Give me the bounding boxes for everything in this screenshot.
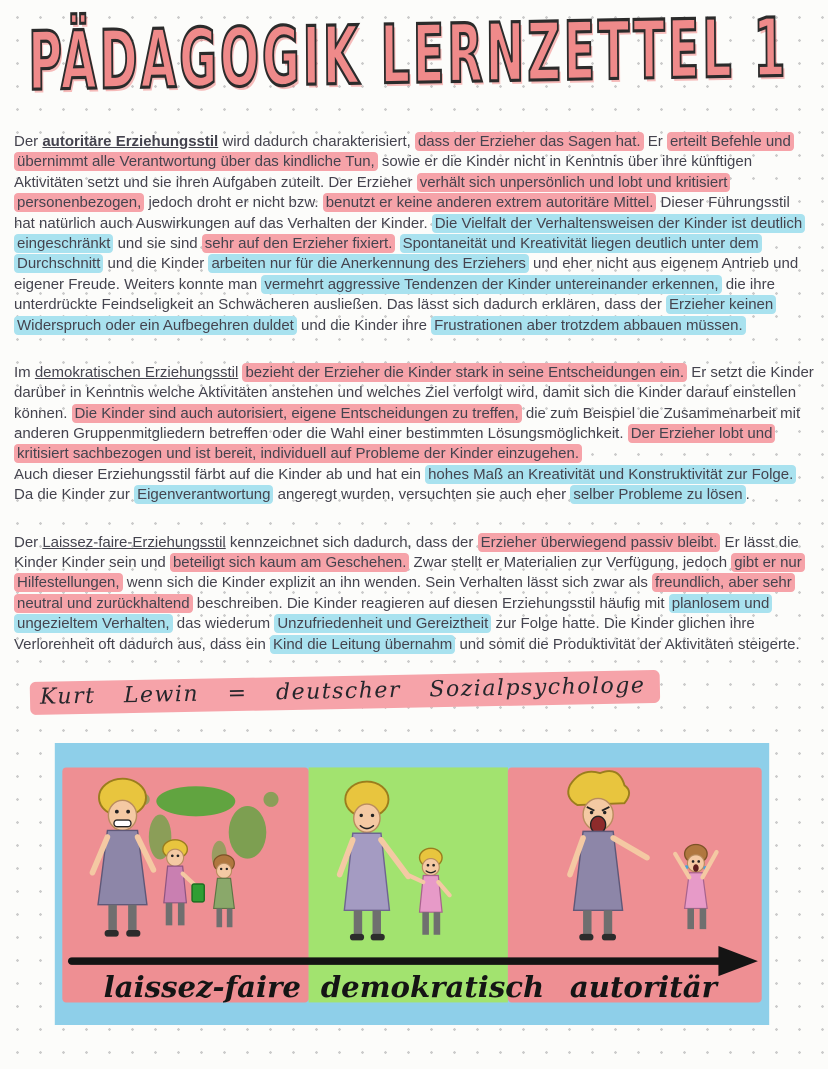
notes-text xyxy=(14,132,814,655)
highlight-pink: verhält sich unpersönlich und lobt und kritisiert personenbezogen, xyxy=(14,173,730,212)
text-segment: Da die Kinder zur xyxy=(14,486,135,504)
title-area xyxy=(0,0,828,116)
paragraph xyxy=(14,363,814,506)
text-segment: Im xyxy=(14,363,35,381)
text-segment: Auch dieser Erziehungsstil färbt auf die Kinder ab und hat ein xyxy=(14,465,426,483)
text-segment: Er xyxy=(643,133,667,150)
text-segment: . xyxy=(745,486,750,504)
text-segment: das wiederum xyxy=(172,615,275,633)
text-segment: und die Kinder ihre xyxy=(296,316,432,334)
text-segment: die ihre unterdrückte Feindseligkeit an Schwächeren ausließen. Das lässt sich dadurch erklären, dass der xyxy=(14,275,775,314)
text-segment: und somit die Produktivität der Aktivitäten steigerte. xyxy=(455,635,800,653)
highlight-pink: erteilt Befehle und übernimmt alle Verantwortung über das kindliche Tun, xyxy=(14,132,794,171)
text-segment: kennzeichnet sich dadurch, dass der xyxy=(225,533,478,551)
illustration-svg xyxy=(34,743,790,1025)
highlight-pink: Die Kinder sind auch autorisiert, eigene Entscheidungen zu treffen, xyxy=(72,404,522,423)
highlight-pink: bezieht der Erzieher die Kinder stark in seine Entscheidungen ein. xyxy=(242,363,687,382)
highlight-blue: vermehrt aggressive Tendenzen der Kinder untereinander erkennen, xyxy=(261,275,721,294)
handwritten-note: Kurt Lewin = deutscher Sozialpsychologe xyxy=(30,670,660,715)
highlight-blue: Die Vielfalt der Verhaltensweisen der Kinder ist deutlich eingeschränkt xyxy=(14,214,805,253)
highlight-pink: Der Erzieher lobt und kritisiert sachbezogen und ist bereit, individuell auf Probleme der Kinder einzugehen. xyxy=(14,424,775,463)
text-segment: und eher nicht aus eigenem Antrieb und eigener Freude. Weiters konnte man xyxy=(14,255,799,293)
highlight-blue: Erzieher keinen Widerspruch oder ein Aufbegehren duldet xyxy=(14,295,776,334)
highlight-blue: selber Probleme zu lösen xyxy=(570,485,745,504)
text-segment: und sie sind xyxy=(113,234,202,252)
text-segment xyxy=(395,235,399,252)
highlight-pink: freundlich, aber sehr neutral und zurückhaltend xyxy=(14,573,795,612)
highlight-pink: benutzt er keine anderen extrem autoritäre Mittel. xyxy=(323,193,657,212)
highlight-blue: planlosem und ungezieltem Verhalten, xyxy=(14,594,772,633)
highlight-blue: Eigenverantwortung xyxy=(134,485,273,504)
handwritten-note-area xyxy=(30,673,828,715)
highlight-blue: Spontaneität und Kreativität liegen deutlich unter dem Durchschnitt xyxy=(14,234,762,273)
highlight-blue: hohes Maß an Kreativität und Konstruktivität zur Folge. xyxy=(425,465,796,484)
text-segment: Der xyxy=(14,533,43,551)
text-segment: wird dadurch charakterisiert, xyxy=(218,133,415,150)
highlight-blue: arbeiten nur für die Anerkennung des Erziehers xyxy=(208,254,528,273)
text-segment: und die Kinder xyxy=(103,255,209,273)
panel-demokratisch xyxy=(309,767,508,1002)
paragraph xyxy=(14,132,814,336)
highlight-blue: Frustrationen aber trotzdem abbauen müssen. xyxy=(431,316,746,335)
text-segment: zur Folge hatte. Die Kinder glichen ihre Verlorenheit oft dadurch aus, dass ein xyxy=(14,615,755,653)
text-segment: jedoch droht er nicht bzw. xyxy=(144,194,323,212)
highlight-pink: Erzieher überwiegend passiv bleibt. xyxy=(478,533,721,552)
text-segment: wenn sich die Kinder explizit an ihn wenden. Sein Verhalten lässt sich zwar als xyxy=(122,574,653,592)
highlight-blue: Unzufriedenheit und Gereiztheit xyxy=(274,614,491,633)
highlight-blue: Kind die Leitung übernahm xyxy=(270,635,455,654)
text-segment: Der xyxy=(14,133,43,150)
highlight-bold-underline: autoritäre Erziehungsstil xyxy=(42,133,219,150)
parenting-styles-illustration xyxy=(34,743,828,1030)
highlight-underline: Laissez-faire-Erziehungsstil xyxy=(42,533,226,551)
label-demokratisch: demokratisch xyxy=(320,969,545,1004)
text-segment: Dieser Führungsstil hat natürlich auch Auswirkungen auf das Verhalten der Kinder. xyxy=(14,194,790,232)
highlight-pink: dass der Erzieher das Sagen hat. xyxy=(415,132,644,151)
highlight-pink: sehr auf den Erzieher fixiert. xyxy=(202,234,396,253)
label-laissez-faire: laissez-faire xyxy=(103,969,301,1004)
highlight-pink: beteiligt sich kaum am Geschehen. xyxy=(170,553,409,572)
text-segment: Zwar stellt er Materialien zur Verfügung, jedoch xyxy=(409,554,732,572)
text-segment: beschreiben. Die Kinder reagieren auf diesen Erziehungsstil häufig mit xyxy=(192,594,669,612)
text-segment: Er lässt die Kinder Kinder sein und xyxy=(14,533,799,572)
text-segment: angeregt wurden, versuchten sie auch eher xyxy=(273,486,571,504)
paragraph xyxy=(14,533,814,655)
text-segment: die zum Beispiel die Zusammenarbeit mit anderen Gruppenmitgliedern betreffen oder die Wahl einer bestimmten Lösungsmöglichkeit. xyxy=(14,404,801,443)
highlight-pink: gibt er nur Hilfestellungen, xyxy=(14,553,805,592)
page-title: PÄDAGOGIK LERNZETTEL 1 xyxy=(28,0,789,109)
highlight-underline: demokratischen Erziehungsstil xyxy=(34,363,239,381)
text-segment: sowie er die Kinder nicht in Kenntnis über ihre künftigen Aktivitäten setzt und sie ihren Aufgaben zuteilt. Der Erzieher xyxy=(14,153,753,191)
label-autoritaer: autoritär xyxy=(569,969,717,1004)
text-segment: Er setzt die Kinder darüber in Kenntnis welche Aktivitäten anstehen und welches Ziel verfolgt wird, damit sich die Kinder darauf einstellen können. xyxy=(14,363,814,422)
